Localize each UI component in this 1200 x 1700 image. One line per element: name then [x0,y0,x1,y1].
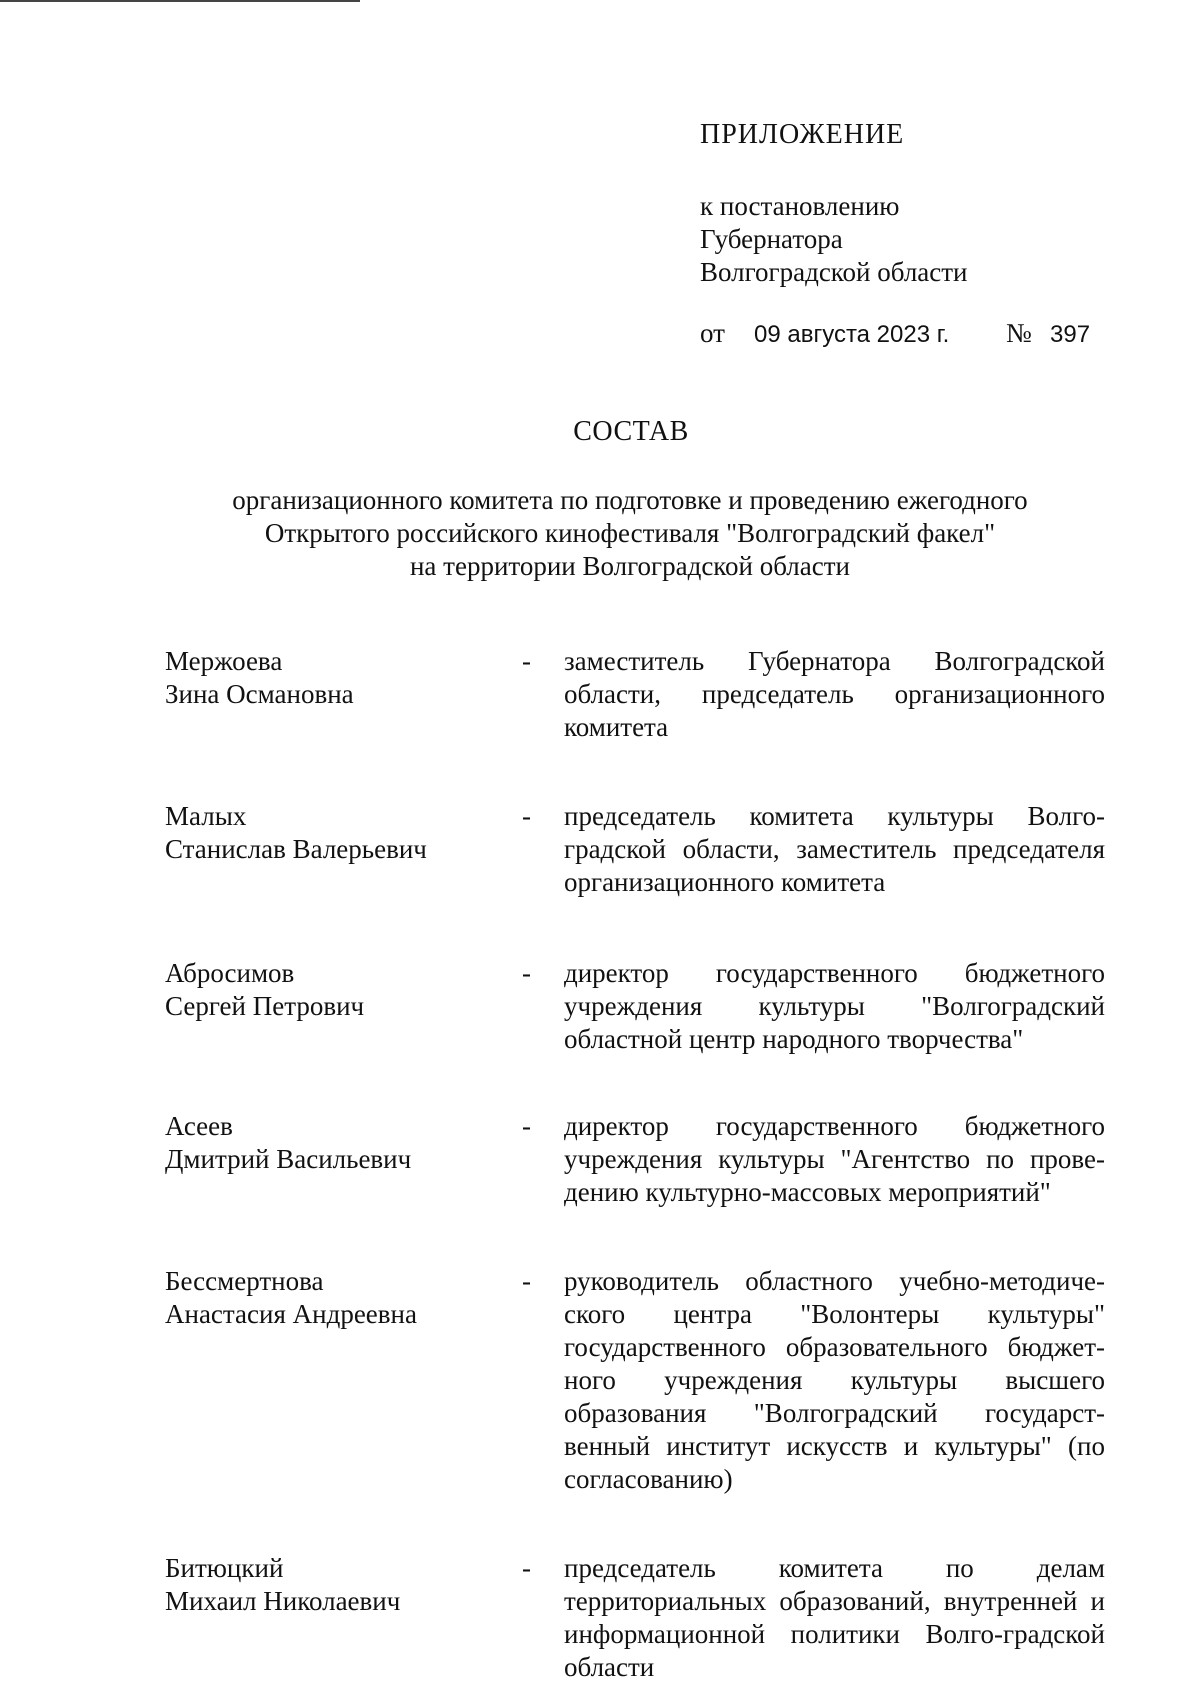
member-dash: - [522,646,531,676]
member-name [165,1265,522,1331]
member-name [165,1110,522,1176]
appendix-reference [700,190,1160,289]
member-first-names: Анастасия Андреевна [165,1299,417,1329]
members-list [165,645,1105,1684]
decree-date-line [700,318,1090,349]
member-first-names: Сергей Петрович [165,991,365,1021]
member-last-name: Малых [165,801,247,831]
member-last-name: Бессмертнова [165,1266,324,1296]
appendix-reference-line: к постановлению [700,191,900,221]
subtitle-line: организационного комитета по подготовке и проведению ежегодного [232,485,1028,515]
appendix-header [700,118,1160,289]
member-role: директор государственного бюджетного учреждения культуры "Агентство по прове-дению культурно-массовых мероприятий" [564,1111,1105,1207]
member-role: директор государственного бюджетного учреждения культуры "Волгоградский областной центр народного творчества" [564,958,1105,1054]
member-row [165,957,1105,1056]
member-role: председатель комитета по делам территориальных образований, внутренней и информационной политики Волго-градской области [564,1553,1105,1682]
member-dash: - [522,1111,531,1141]
member-last-name: Битюцкий [165,1553,284,1583]
member-name [165,645,522,711]
member-first-names: Станислав Валерьевич [165,834,427,864]
member-last-name: Асеев [165,1111,233,1141]
appendix-reference-line: Губернатора [700,224,843,254]
appendix-title: ПРИЛОЖЕНИЕ [700,119,905,150]
composition-subtitle [160,484,1100,583]
member-role: руководитель областного учебно-методиче-ского центра "Волонтеры культуры" государственного образовательного бюджет-ного учреждения культуры высшего образования "Волгоградский государст-венный институт искусств и культуры" (по согласованию) [564,1266,1105,1494]
member-last-name: Мержоева [165,646,283,676]
subtitle-line: Открытого российского кинофестиваля "Волгоградский факел" [264,518,996,548]
member-name [165,957,522,1023]
appendix-reference-line: Волгоградской области [700,257,968,287]
member-name [165,1552,522,1618]
member-first-names: Зина Османовна [165,679,354,709]
member-row [165,645,1105,744]
composition-title: СОСТАВ [573,416,689,447]
member-first-names: Дмитрий Васильевич [165,1144,412,1174]
member-row [165,800,1105,899]
number-sign: № [1006,318,1032,348]
member-role: председатель комитета культуры Волго-градской области, заместитель председателя организационного комитета [564,801,1105,897]
member-dash: - [522,1266,531,1296]
scan-edge-line [0,0,360,2]
member-dash: - [522,1553,531,1583]
member-row [165,1265,1105,1496]
member-name [165,800,522,866]
member-dash: - [522,958,531,988]
member-first-names: Михаил Николаевич [165,1586,401,1616]
decree-number: 397 [1050,321,1091,348]
member-role: заместитель Губернатора Волгоградской области, председатель организационного комитета [564,646,1105,742]
member-row [165,1110,1105,1209]
subtitle-line: на территории Волгоградской области [409,551,850,581]
date-from-label: от [700,318,725,348]
member-row [165,1552,1105,1684]
member-dash: - [522,801,531,831]
member-last-name: Абросимов [165,958,295,988]
decree-date: 09 августа 2023 г. [754,321,950,348]
